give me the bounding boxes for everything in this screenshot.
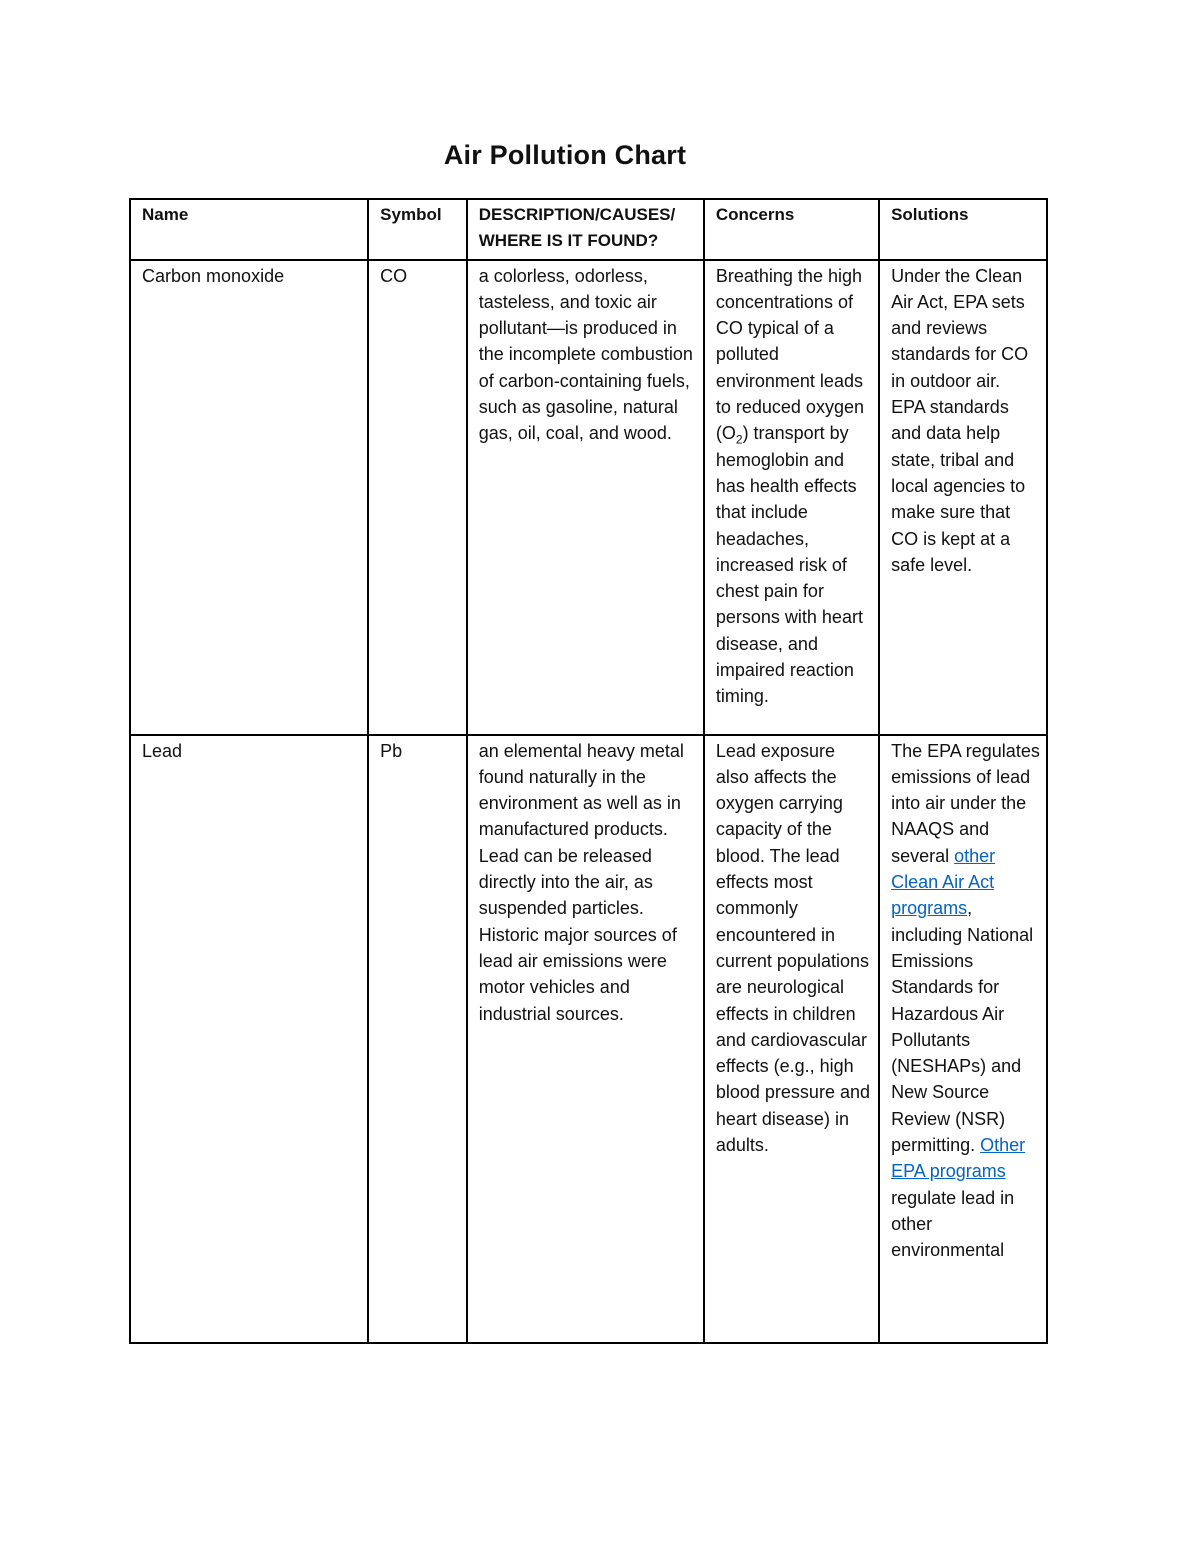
concerns-text-part2: ) transport by hemoglobin and has health effects that include headaches, increased risk of chest pain for persons with heart disease, and impaired reaction timing.: [715, 423, 863, 707]
header-concerns: Concerns: [704, 199, 879, 260]
table-header-row: [130, 199, 1047, 260]
cell-symbol: CO: [368, 260, 467, 735]
concerns-subscript: 2: [735, 432, 743, 447]
concerns-text-part1: Breathing the high concentrations of CO typical of a polluted environment leads to reduced oxygen (O: [715, 265, 864, 444]
air-pollution-table: [129, 198, 1048, 1344]
header-symbol: Symbol: [368, 199, 467, 260]
solutions-paragraph-1: Under the Clean Air Act, EPA sets and reviews standards for CO in outdoor air.: [891, 265, 1029, 391]
cell-solutions: [879, 260, 1047, 735]
header-solutions: Solutions: [879, 199, 1047, 260]
page-title: Air Pollution Chart: [443, 140, 687, 170]
cell-concerns: [704, 260, 879, 735]
cell-solutions: [879, 735, 1047, 1343]
header-name: Name: [130, 199, 368, 260]
solutions-text-1: The EPA regulates emissions of lead into air under the NAAQS and several: [891, 740, 1040, 866]
solutions-paragraph-2: EPA standards and data help state, tribal and local agencies to make sure that CO is kept at a safe level.: [891, 397, 1026, 575]
table-row-lead: [130, 735, 1047, 1343]
cell-concerns: Lead exposure also affects the oxygen carrying capacity of the blood. The lead effects most commonly encountered in current populations are neurological effects in children and cardiovascular effects (e.g., high blood pressure and heart disease) in adults.: [704, 735, 879, 1343]
other-clean-air-act-programs-link[interactable]: other Clean Air Act programs: [891, 845, 996, 919]
solutions-text-3: regulate lead in other environmental: [891, 1187, 1015, 1261]
cell-symbol: Pb: [368, 735, 467, 1343]
solutions-text-2: , including National Emissions Standards for Hazardous Air Pollutants (NESHAPs) and New Source Review (NSR) permitting.: [891, 898, 1034, 1156]
cell-description: a colorless, odorless, tasteless, and toxic air pollutant—is produced in the incomplete combustion of carbon-containing fuels, such as gasoline, natural gas, oil, coal, and wood.: [467, 260, 704, 735]
cell-name: Carbon monoxide: [130, 260, 368, 735]
other-epa-programs-link[interactable]: Other EPA programs: [891, 1135, 1026, 1182]
cell-name: Lead: [130, 735, 368, 1343]
cell-description: an elemental heavy metal found naturally in the environment as well as in manufactured products. Lead can be released directly into the air, as suspended particles. Historic major sources of lead air emissions were motor vehicles and industrial sources.: [467, 735, 704, 1343]
header-description: DESCRIPTION/CAUSES/ WHERE IS IT FOUND?: [467, 199, 704, 260]
table-row-carbon-monoxide: [130, 260, 1047, 735]
